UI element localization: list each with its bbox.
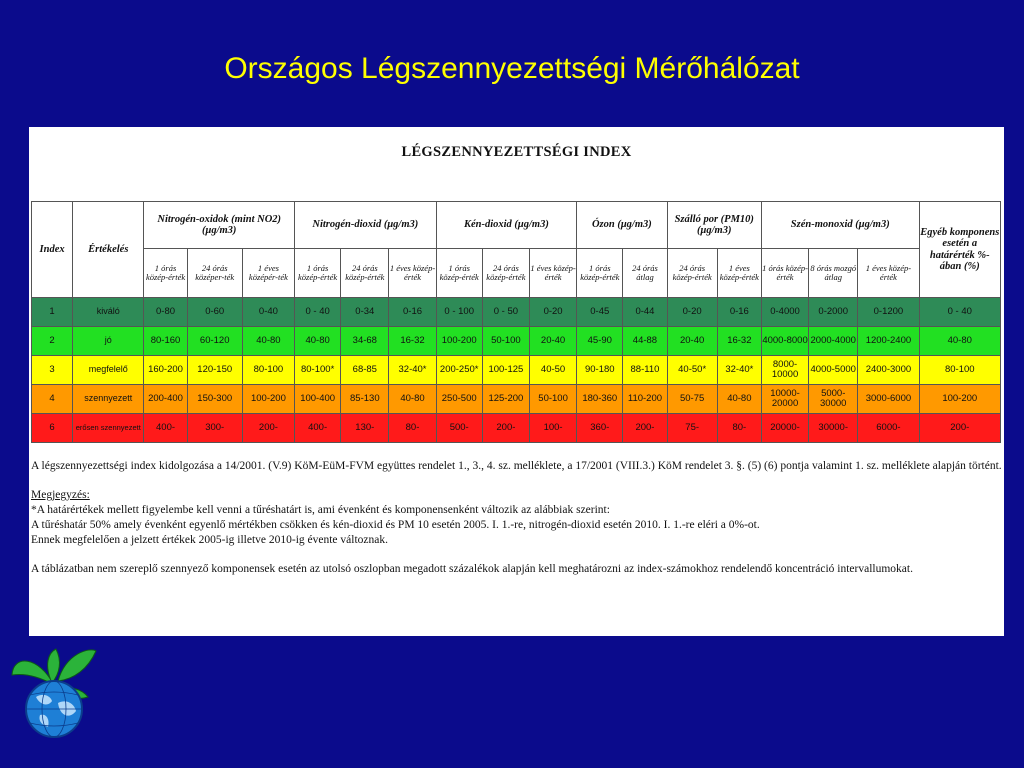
value-cell: 60-120 (187, 327, 242, 356)
value-cell: 160-200 (144, 356, 187, 385)
value-cell: 75- (667, 414, 717, 443)
sub-header: 24 órás közép-érték (667, 249, 717, 298)
value-cell: 40-80 (389, 385, 436, 414)
note-2: A tűréshatár 50% amely évenként egyenlő mértékben csökken és kén-dioxid és PM 10 esetén 2005. I. 1.-re, nitrogén-dioxid esetén 2010. I. 1.-re eléri a 0%-ot. (31, 519, 760, 531)
value-cell: 0-45 (577, 298, 623, 327)
evaluation-cell: megfelelő (73, 356, 144, 385)
value-cell: 0-20 (667, 298, 717, 327)
value-cell: 0 - 40 (919, 298, 1000, 327)
evaluation-cell: kiváló (73, 298, 144, 327)
value-cell: 80-160 (144, 327, 187, 356)
value-cell: 40-50 (529, 356, 576, 385)
slide-title: Országos Légszennyezettségi Mérőhálózat (224, 52, 800, 85)
value-cell: 45-90 (577, 327, 623, 356)
value-cell: 400- (144, 414, 187, 443)
value-cell: 0-2000 (809, 298, 858, 327)
value-cell: 100- (529, 414, 576, 443)
group-header: Kén-dioxid (μg/m3) (436, 202, 577, 249)
source-paragraph: A légszennyezettségi index kidolgozása a 14/2001. (V.9) KöM-EüM-FVM együttes rendelet 1., 3., 4. sz. melléklete, a 17/2001 (VIII.3.) KöM rendelet 3. §. (5) (6) pontja valamint 1. sz. melléklete alapján történt. (31, 460, 1002, 472)
value-cell: 2400-3000 (858, 356, 919, 385)
sub-header: 1 éves közép-érték (858, 249, 919, 298)
value-cell: 0-80 (144, 298, 187, 327)
value-cell: 0-34 (341, 298, 389, 327)
value-cell: 8000-10000 (761, 356, 808, 385)
sub-header: 1 órás közép-érték (761, 249, 808, 298)
value-cell: 120-150 (187, 356, 242, 385)
table-row (32, 385, 1001, 414)
value-cell: 5000-30000 (809, 385, 858, 414)
table-row (32, 327, 1001, 356)
value-cell: 68-85 (341, 356, 389, 385)
sub-header: 24 órás középer-ték (187, 249, 242, 298)
group-header: Szálló por (PM10) (μg/m3) (667, 202, 761, 249)
value-cell: 80- (389, 414, 436, 443)
value-cell: 3000-6000 (858, 385, 919, 414)
sub-header: 24 órás közép-érték (482, 249, 529, 298)
value-cell: 80-100 (242, 356, 294, 385)
sub-header: 1 órás közép-érték (577, 249, 623, 298)
value-cell: 6000- (858, 414, 919, 443)
value-cell: 40-50* (667, 356, 717, 385)
evaluation-cell: szennyezett (73, 385, 144, 414)
index-cell: 1 (32, 298, 73, 327)
value-cell: 4000-5000 (809, 356, 858, 385)
sub-header: 1 éves közép-érték (717, 249, 761, 298)
sub-header: 8 órás mozgó átlag (809, 249, 858, 298)
group-header: Szén-monoxid (μg/m3) (761, 202, 919, 249)
value-cell: 32-40* (717, 356, 761, 385)
group-header: Nitrogén-oxidok (mint NO2) (μg/m3) (144, 202, 295, 249)
globe-with-leaves-icon (8, 645, 100, 741)
value-cell: 20-40 (667, 327, 717, 356)
document-title: LÉGSZENNYEZETTSÉGI INDEX (401, 144, 632, 160)
value-cell: 44-88 (623, 327, 667, 356)
value-cell: 80-100 (919, 356, 1000, 385)
value-cell: 200-400 (144, 385, 187, 414)
value-cell: 10000-20000 (761, 385, 808, 414)
index-cell: 2 (32, 327, 73, 356)
sub-header: 1 éves középér-ték (242, 249, 294, 298)
value-cell: 100-200 (919, 385, 1000, 414)
value-cell: 0-16 (717, 298, 761, 327)
table-row (32, 298, 1001, 327)
value-cell: 360- (577, 414, 623, 443)
value-cell: 100-125 (482, 356, 529, 385)
value-cell: 0-4000 (761, 298, 808, 327)
value-cell: 30000- (809, 414, 858, 443)
table-row (32, 356, 1001, 385)
value-cell: 150-300 (187, 385, 242, 414)
value-cell: 0-60 (187, 298, 242, 327)
value-cell: 0-16 (389, 298, 436, 327)
evaluation-header: Értékelés (73, 202, 144, 298)
value-cell: 250-500 (436, 385, 482, 414)
notes-heading: Megjegyzés: (31, 489, 90, 501)
evaluation-cell: jó (73, 327, 144, 356)
value-cell: 80- (717, 414, 761, 443)
index-header: Index (32, 202, 73, 298)
document-image (29, 127, 1004, 636)
value-cell: 88-110 (623, 356, 667, 385)
value-cell: 200- (919, 414, 1000, 443)
value-cell: 125-200 (482, 385, 529, 414)
value-cell: 200-250* (436, 356, 482, 385)
index-cell: 6 (32, 414, 73, 443)
value-cell: 500- (436, 414, 482, 443)
value-cell: 50-100 (529, 385, 576, 414)
value-cell: 130- (341, 414, 389, 443)
index-cell: 3 (32, 356, 73, 385)
value-cell: 0-44 (623, 298, 667, 327)
air-quality-index-table (31, 201, 1001, 443)
sub-header: 1 órás közép-érték (436, 249, 482, 298)
sub-header: 1 éves közép-érték (389, 249, 436, 298)
value-cell: 20-40 (529, 327, 576, 356)
value-cell: 90-180 (577, 356, 623, 385)
value-cell: 16-32 (389, 327, 436, 356)
value-cell: 100-200 (436, 327, 482, 356)
value-cell: 50-75 (667, 385, 717, 414)
value-cell: 16-32 (717, 327, 761, 356)
value-cell: 200- (482, 414, 529, 443)
sub-header: 1 éves közép-érték (529, 249, 576, 298)
value-cell: 50-100 (482, 327, 529, 356)
sub-header: 24 órás közép-érték (341, 249, 389, 298)
index-cell: 4 (32, 385, 73, 414)
group-header: Ózon (μg/m3) (577, 202, 667, 249)
value-cell: 85-130 (341, 385, 389, 414)
value-cell: 0-20 (529, 298, 576, 327)
other-component-header: Egyéb komponens esetén a határérték %-ában (%) (919, 202, 1000, 298)
value-cell: 200- (623, 414, 667, 443)
value-cell: 1200-2400 (858, 327, 919, 356)
value-cell: 4000-8000 (761, 327, 808, 356)
evaluation-cell: erősen szennyezett (73, 414, 144, 443)
sub-header: 1 órás közép-érték (295, 249, 341, 298)
value-cell: 200- (242, 414, 294, 443)
value-cell: 20000- (761, 414, 808, 443)
other-components-paragraph: A táblázatban nem szereplő szennyező komponensek esetén az utolsó oszlopban megadott százalékok alapján kell meghatározni az index-számokhoz rendelendő koncentráció intervallumokat. (31, 563, 913, 575)
value-cell: 0 - 50 (482, 298, 529, 327)
value-cell: 180-360 (577, 385, 623, 414)
value-cell: 40-80 (295, 327, 341, 356)
note-1: *A határértékek mellett figyelembe kell venni a tűréshatárt is, ami évenként és komponensenként változik az alábbiak szerint: (31, 504, 610, 516)
sub-header: 24 órás átlag (623, 249, 667, 298)
value-cell: 40-80 (919, 327, 1000, 356)
value-cell: 0 - 100 (436, 298, 482, 327)
value-cell: 0-1200 (858, 298, 919, 327)
sub-header: 1 órás közép-érték (144, 249, 187, 298)
group-header: Nitrogén-dioxid (μg/m3) (295, 202, 437, 249)
value-cell: 32-40* (389, 356, 436, 385)
value-cell: 100-400 (295, 385, 341, 414)
value-cell: 2000-4000 (809, 327, 858, 356)
value-cell: 400- (295, 414, 341, 443)
table-row (32, 414, 1001, 443)
note-3: Ennek megfelelően a jelzett értékek 2005-ig illetve 2010-ig évente változnak. (31, 534, 388, 546)
value-cell: 300- (187, 414, 242, 443)
value-cell: 0 - 40 (295, 298, 341, 327)
value-cell: 40-80 (717, 385, 761, 414)
value-cell: 80-100* (295, 356, 341, 385)
value-cell: 40-80 (242, 327, 294, 356)
value-cell: 34-68 (341, 327, 389, 356)
value-cell: 110-200 (623, 385, 667, 414)
value-cell: 0-40 (242, 298, 294, 327)
value-cell: 100-200 (242, 385, 294, 414)
document-notes (31, 459, 1003, 577)
